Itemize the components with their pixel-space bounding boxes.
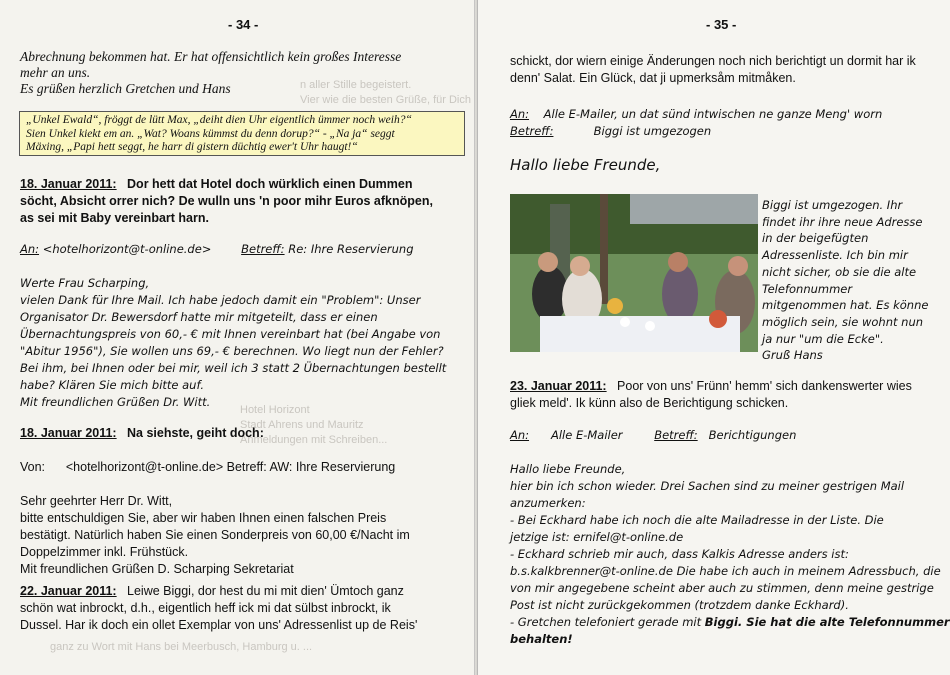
greeting: Hallo liebe Freunde, bbox=[510, 156, 661, 174]
entry-date: 18. Januar 2011: bbox=[20, 426, 117, 440]
quote-box: „Unkel Ewald“, fröggt de lütt Max, „deiht dien Uhr eigentlich ümmer noch weih?“ Sien Unkel kiekt em an. „Wat? Woans kümmst du denn dorup?“ - „Na ja“ seggt Mäxing, „Papi hett seggt, he harr di gistern düchtig ewer't Uhr haugt!“ bbox=[19, 111, 465, 156]
left-page bbox=[0, 0, 474, 675]
bleed-through-text: ganz zu Wort mit Hans bei Meerbusch, Hamburg u. ... bbox=[50, 641, 313, 653]
page-number: - 34 - bbox=[228, 17, 259, 32]
page-number: - 35 - bbox=[706, 17, 737, 32]
entry-18-jan-2: 18. Januar 2011: Na siehste, geiht doch: bbox=[20, 426, 264, 440]
mail2-header: Von: <hotelhorizont@t-online.de> Betreff: AW: Ihre Reservierung bbox=[20, 460, 396, 474]
mail1-header: An: <hotelhorizont@t-online.de> Betreff: Re: Ihre Reservierung bbox=[20, 242, 414, 256]
bleed-through-text: Hotel Horizont Stadt Ahrens und Mauritz Anmeldungen mit Schreiben... bbox=[240, 404, 388, 446]
mail1-header: An: Alle E-Mailer, un dat sünd intwischen ne ganze Meng' worn Betreff: Biggi ist umgezogen bbox=[510, 107, 883, 138]
entry-23-jan: 23. Januar 2011: Poor von uns' Frünn' hemm' sich dankenswerter wies gliek meld'. Ik künn also de Berichtigung schicken. bbox=[510, 379, 912, 410]
group-photo bbox=[510, 194, 758, 352]
photo-caption: Biggi ist umgezogen. Ihr findet ihr ihre neue Adresse in der beigefügten Adressenliste. Ich bin mir nicht sicher, ob sie die alte Telefonnummer mitgenommen hat. Es könne möglich sein, sie wohnt nun ja nur "um die Ecke". Gruß Hans bbox=[762, 198, 929, 363]
entry-date: 23. Januar 2011: bbox=[510, 379, 607, 393]
entry-date: 18. Januar 2011: bbox=[20, 177, 117, 191]
bleed-through-text: n aller Stille begeistert. Vier wie die besten Grüße, für Dich bbox=[300, 79, 471, 106]
mail2-body: Hallo liebe Freunde, hier bin ich schon wieder. Drei Sachen sind zu meiner gestrigen Mail anzumerken: - Bei Eckhard habe ich noch die alte Mailadresse in der Liste. Die jetzige ist: ernifel@t-online.de - Eckhard schrieb mir auch, dass Kalkis Adresse anders ist: b.s.kalkbrenner@t-online.de Die habe ich auch in meinem Adressbuch, die von mir angegebene scheint aber auch zu stimmen, denn meine gestrige Post ist nicht zurückgekommen (trotzdem danke Eckhard). - Gretchen telefoniert gerade mit Biggi. Sie hat die alte Telefonnummer behalten! bbox=[510, 462, 950, 646]
right-page bbox=[478, 0, 950, 675]
entry-18-jan-1: 18. Januar 2011: Dor hett dat Hotel doch würklich einen Dummen söcht, Absicht orrer nich? De wulln uns 'n poor mihr Euros afknöpen, as sei mit Baby vereinbart harn. bbox=[20, 177, 433, 225]
intro-text: Abrechnung bekommen hat. Er hat offensichtlich kein großes Interesse mehr an uns. Es grüßen herzlich Gretchen und Hans bbox=[20, 49, 402, 96]
mail1-body: Werte Frau Scharping, vielen Dank für Ihre Mail. Ich habe jedoch damit ein "Problem": Unser Organisator Dr. Bewersdorf hatte mir mitgeteilt, dass er einen Übernachtungspreis von 60,- € mit Ihnen vereinbart hat (bei Angabe von "Abitur 1956"), Sie wollen uns 69,- € berechnen. Wo liegt nun der Fehler? Bei ihm, bei Ihnen oder bei mir, weil ich 3 statt 2 Übernachtungen bestellt habe? Klären Sie mich bitte auf. Mit freundlichen Grüßen Dr. Witt. bbox=[20, 276, 447, 409]
intro-text: schickt, dor wiern einige Änderungen noch nich berichtigt un dormit har ik denn' Salat. Ein Glück, dat ji upmerksåm mitmåken. bbox=[510, 54, 916, 85]
entry-22-jan: 22. Januar 2011: Leiwe Biggi, dor hest du mi mit dien' Ümtoch ganz schön wat inbrockt, d.h., eigentlich heff ick mi dat sülbst inbrockt, ik Dussel. Har ik doch ein ollet Exemplar von uns' Adressenlist up de Reis' bbox=[20, 584, 418, 632]
entry-date: 22. Januar 2011: bbox=[20, 584, 117, 598]
mail2-header: An: Alle E-Mailer Betreff: Berichtigungen bbox=[510, 428, 797, 442]
mail2-body: Sehr geehrter Herr Dr. Witt, bitte entschuldigen Sie, aber wir haben Ihnen einen falschen Preis bestätigt. Natürlich haben Sie einen Sonderpreis von 60,00 €/Nacht im Doppelzimmer inkl. Frühstück. Mit freundlichen Grüßen D. Scharping Sekretariat bbox=[20, 494, 410, 576]
